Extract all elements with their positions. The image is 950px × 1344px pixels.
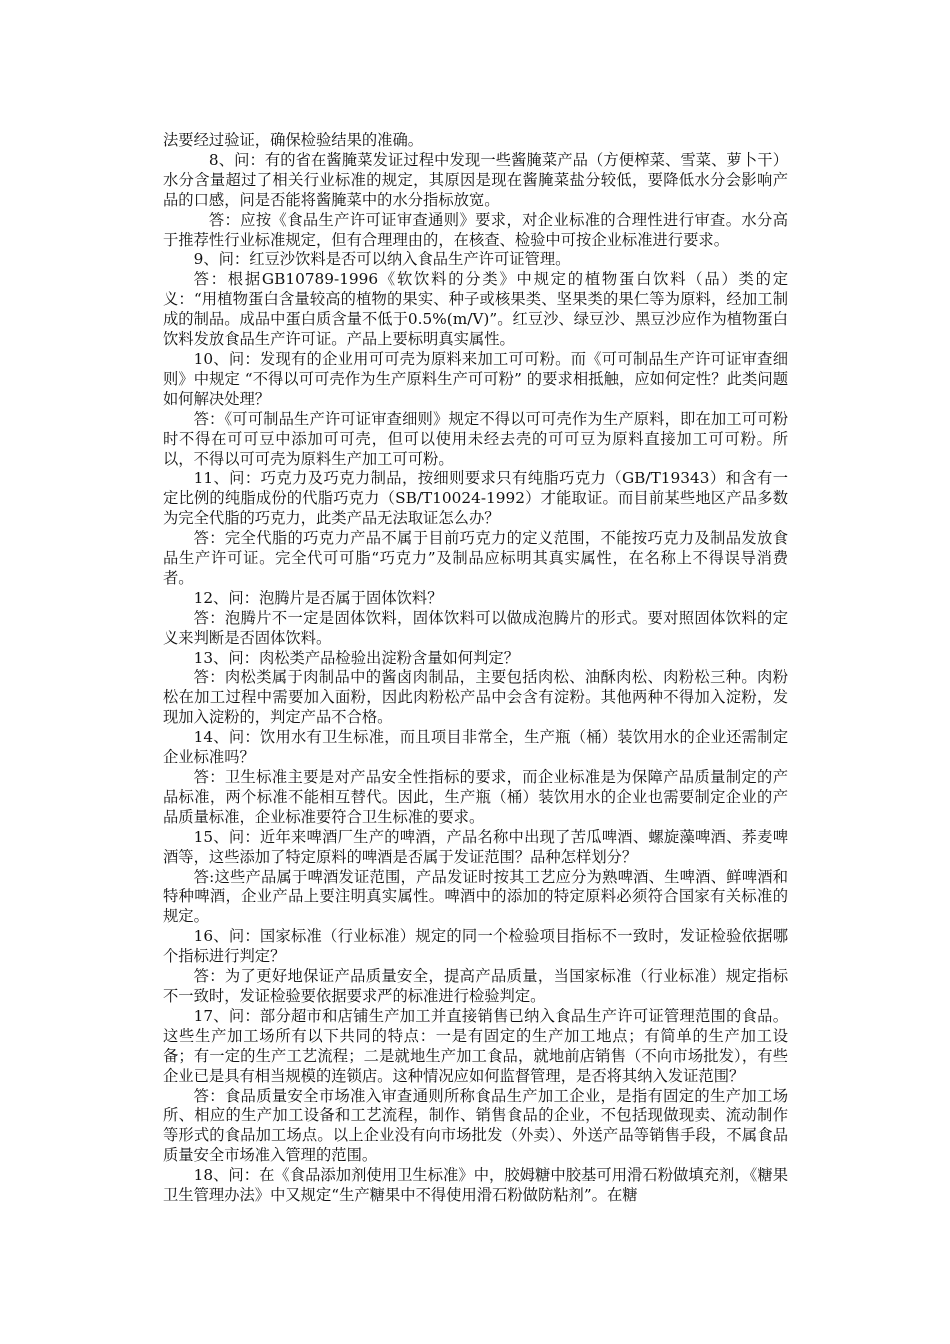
answer-13: 答：肉松类属于肉制品中的酱卤肉制品，主要包括肉松、油酥肉松、肉粉松三种。肉粉松在加工过程中需要加入面粉，因此肉粉松产品中会含有淀粉。其他两种不得加入淀粉，发现加入淀粉的，判定产品不合格。 [163,668,788,727]
answer-12: 答：泡腾片不一定是固体饮料，固体饮料可以做成泡腾片的形式。要对照固体饮料的定义来判断是否固体饮料。 [163,608,788,647]
document-page [163,131,788,1206]
answer-16: 答：为了更好地保证产品质量安全，提高产品质量，当国家标准（行业标准）规定指标不一致时，发证检验要依据要求严的标准进行检验判定。 [163,967,788,1005]
answer-14: 答：卫生标准主要是对产品安全性指标的要求，而企业标准是为保障产品质量制定的产品标准，两个标准不能相互替代。因此，生产瓶（桶）装饮用水的企业也需要制定企业的产品质量标准，企业标准要符合卫生标准的要求。 [163,768,788,826]
answer-15: 答:这些产品属于啤酒发证范围，产品发证时按其工艺应分为熟啤酒、生啤酒、鲜啤酒和特种啤酒，企业产品上要注明真实属性。啤酒中的添加的特定原料必须符合国家有关标准的规定。 [163,867,788,926]
question-15: 15、问：近年来啤酒厂生产的啤酒，产品名称中出现了苦瓜啤酒、螺旋藻啤酒、荞麦啤酒等，这些添加了特定原料的啤酒是否属于发证范围？品种怎样划分？ [163,827,788,866]
question-16: 16、问：国家标准（行业标准）规定的同一个检验项目指标不一致时，发证检验依据哪个指标进行判定？ [163,927,788,966]
question-17: 17、问：部分超市和店铺生产加工并直接销售已纳入食品生产许可证管理范围的食品。这些生产加工场所有以下共同的特点：一是有固定的生产加工地点；有简单的生产加工设备；有一定的生产工艺流程；二是就地生产加工食品，就地前店销售（不向市场批发），有些企业已是具有相当规模的连锁店。这种情况应如何监督管理，是否将其纳入发证范围？ [163,1006,788,1085]
answer-11: 答：完全代脂的巧克力产品不属于目前巧克力的定义范围，不能按巧克力及制品发放食品生产许可证。完全代可可脂“巧克力”及制品应标明其真实属性，在名称上不得误导消费者。 [163,529,788,587]
answer-8: 答：应按《食品生产许可证审查通则》要求，对企业标准的合理性进行审查。水分高于推荐性行业标准规定，但有合理理由的，在核查、检验中可按企业标准进行要求。 [163,210,788,249]
question-13: 13、问：肉松类产品检验出淀粉含量如何判定？ [193,648,519,667]
answer-10: 答：《可可制品生产许可证审查细则》规定不得以可可壳作为生产原料，即在加工可可粉时不得在可可豆中添加可可壳，但可以使用未经去壳的可可豆为原料直接加工可可粉。所以，不得以可可壳为原料生产加工可可粉。 [163,409,788,468]
paragraph-continuation: 法要经过验证，确保检验结果的准确。 [163,131,424,149]
question-12: 12、问：泡腾片是否属于固体饮料？ [193,588,443,607]
question-11: 11、问：巧克力及巧克力制品，按细则要求只有纯脂巧克力（GB/T19343）和含有一定比例的纯脂成份的代脂巧克力（SB/T10024-1992）才能取证。而目前某些地区产品多数为完全代脂的巧克力，此类产品无法取证怎么办？ [163,469,788,528]
answer-17: 答：食品质量安全市场准入审查通则所称食品生产加工企业，是指有固定的生产加工场所、相应的生产加工设备和工艺流程，制作、销售食品的企业，不包括现做现卖、流动制作等形式的食品加工场点。以上企业没有向市场批发（外卖）、外送产品等销售手段，不属食品质量安全市场准入管理的范围。 [163,1086,788,1165]
question-9: 9、问：红豆沙饮料是否可以纳入食品生产许可证管理。 [193,250,571,269]
question-10: 10、问：发现有的企业用可可壳为原料来加工可可粉。而《可可制品生产许可证审查细则》中规定 “不得以可可壳作为生产原料生产可可粉” 的要求相抵触，应如何定性？此类问题如何解决处理？ [163,349,788,408]
answer-9: 答：根据GB10789-1996《软饮料的分类》中规定的植物蛋白饮料（品）类的定义：“用植物蛋白含量较高的植物的果实、种子或核果类、坚果类的果仁等为原料，经加工制成的制品。成品中蛋白质含量不低于0.5%(m/V)”。红豆沙、绿豆沙、黑豆沙应作为植物蛋白饮料发放食品生产许可证。产品上要标明真实属性。 [163,270,788,349]
question-8: 8、问：有的省在酱腌菜发证过程中发现一些酱腌菜产品（方便榨菜、雪菜、萝卜干）水分含量超过了相关行业标准的规定，其原因是现在酱腌菜盐分较低，要降低水分会影响产品的口感，问是否能将酱腌菜中的水分指标放宽。 [163,150,788,209]
question-14: 14、问：饮用水有卫生标准，而且项目非常全，生产瓶（桶）装饮用水的企业还需制定企业标准吗？ [163,728,788,767]
question-18: 18、问：在《食品添加剂使用卫生标准》中，胶姆糖中胶基可用滑石粉做填充剂，《糖果卫生管理办法》中又规定“生产糖果中不得使用滑石粉做防粘剂”。在糖 [163,1166,788,1205]
